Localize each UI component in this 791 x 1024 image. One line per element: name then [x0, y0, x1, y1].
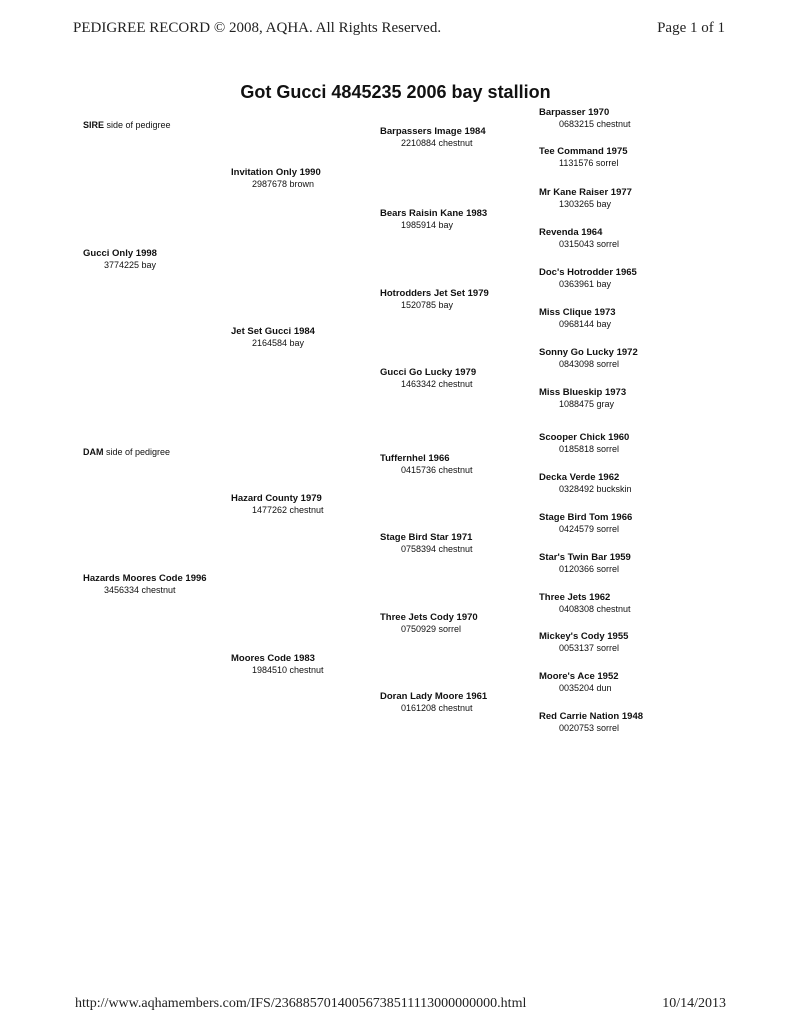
gen3-horse [380, 208, 487, 231]
dam-side-label [83, 447, 170, 457]
gen4-horse [539, 146, 628, 169]
gen4-horse [539, 631, 628, 654]
horse-registration: 0020753 sorrel [559, 723, 620, 733]
horse-name: Revenda 1964 [539, 227, 603, 238]
gen3-horse [380, 367, 476, 390]
horse-registration: 0328492 buckskin [559, 484, 632, 494]
horse-name: Bears Raisin Kane 1983 [380, 208, 488, 219]
horse-registration: 0315043 sorrel [559, 239, 620, 249]
horse-registration: 2164584 bay [252, 338, 305, 348]
gen4-horse [539, 472, 632, 495]
header-title: PEDIGREE RECORD © 2008, AQHA. All Rights Reserved. [73, 20, 442, 36]
horse-name: Hazards Moores Code 1996 [83, 573, 207, 584]
gen4-horse [539, 307, 616, 330]
horse-name: Sonny Go Lucky 1972 [539, 347, 638, 358]
horse-name: Moores Code 1983 [231, 653, 315, 664]
horse-registration: 0363961 bay [559, 279, 612, 289]
footer-date: 10/14/2013 [662, 996, 726, 1011]
horse-registration: 3774225 bay [104, 260, 157, 270]
horse-name: Miss Blueskip 1973 [539, 387, 627, 398]
horse-name: Moore's Ace 1952 [539, 671, 619, 682]
dam-side-rest: side of pedigree [103, 447, 171, 457]
gen4-horse [539, 347, 638, 370]
horse-name: Gucci Go Lucky 1979 [380, 367, 477, 378]
horse-name: Star's Twin Bar 1959 [539, 552, 631, 563]
horse-registration: 1520785 bay [401, 300, 454, 310]
horse-registration: 0408308 chestnut [559, 604, 631, 614]
horse-name: Mickey's Cody 1955 [539, 631, 629, 642]
horse-registration: 0758394 chestnut [401, 544, 473, 554]
gen4-horse [539, 671, 619, 694]
horse-name: Red Carrie Nation 1948 [539, 711, 644, 722]
horse-registration: 1477262 chestnut [252, 505, 324, 515]
horse-name: Tee Command 1975 [539, 146, 628, 157]
sires-dam [231, 326, 315, 349]
horse-registration: 3456334 chestnut [104, 585, 176, 595]
horse-name: Three Jets Cody 1970 [380, 612, 478, 623]
horse-registration: 0683215 chestnut [559, 119, 631, 129]
horse-name: Barpassers Image 1984 [380, 126, 486, 137]
gen4-horse [539, 187, 632, 210]
horse-registration: 0750929 sorrel [401, 624, 462, 634]
dams-dam [231, 653, 324, 676]
horse-name: Three Jets 1962 [539, 592, 611, 603]
gen3-horse [380, 691, 487, 714]
horse-registration: 1984510 chestnut [252, 665, 324, 675]
page-number: Page 1 of 1 [657, 20, 725, 36]
horse-name: Gucci Only 1998 [83, 248, 157, 259]
footer-url: http://www.aqhamembers.com/IFS/23688570140056738511113000000000.html [75, 996, 527, 1011]
horse-registration: 0415736 chestnut [401, 465, 473, 475]
gen3-horse [380, 612, 478, 635]
gen4-horse [539, 227, 619, 250]
gen3-horse [380, 126, 486, 149]
gen4-horse [539, 711, 643, 734]
horse-name: Doc's Hotrodder 1965 [539, 267, 637, 278]
horse-name: Scooper Chick 1960 [539, 432, 630, 443]
horse-registration: 1303265 bay [559, 199, 612, 209]
gen4-horse [539, 432, 629, 455]
horse-name: Stage Bird Star 1971 [380, 532, 473, 543]
horse-name: Hotrodders Jet Set 1979 [380, 288, 489, 299]
horse-registration: 0120366 sorrel [559, 564, 620, 574]
sires-sire [231, 167, 321, 190]
sire [83, 248, 157, 271]
gen3-horse [380, 532, 473, 555]
horse-registration: 0424579 sorrel [559, 524, 620, 534]
horse-name: Tuffernhel 1966 [380, 453, 450, 464]
horse-registration: 1985914 bay [401, 220, 454, 230]
pedigree-title: Got Gucci 4845235 2006 bay stallion [240, 82, 551, 102]
horse-name: Hazard County 1979 [231, 493, 322, 504]
horse-registration: 1463342 chestnut [401, 379, 473, 389]
horse-registration: 0161208 chestnut [401, 703, 473, 713]
dam-side-bold: DAM [83, 447, 104, 457]
gen4-horse [539, 267, 637, 290]
sire-side-label [83, 120, 171, 130]
horse-registration: 0035204 dun [559, 683, 612, 693]
horse-name: Mr Kane Raiser 1977 [539, 187, 632, 198]
horse-registration: 0053137 sorrel [559, 643, 620, 653]
horse-name: Barpasser 1970 [539, 107, 610, 118]
horse-name: Decka Verde 1962 [539, 472, 620, 483]
horse-registration: 1088475 gray [559, 399, 615, 409]
horse-registration: 0185818 sorrel [559, 444, 620, 454]
horse-name: Doran Lady Moore 1961 [380, 691, 488, 702]
horse-registration: 2987678 brown [252, 179, 315, 189]
horse-registration: 2210884 chestnut [401, 138, 473, 148]
dam [83, 573, 207, 596]
horse-name: Invitation Only 1990 [231, 167, 321, 178]
horse-name: Stage Bird Tom 1966 [539, 512, 633, 523]
horse-name: Miss Clique 1973 [539, 307, 616, 318]
sire-side-bold: SIRE [83, 120, 105, 130]
gen4-horse [539, 592, 631, 615]
horse-registration: 0843098 sorrel [559, 359, 620, 369]
sire-side-rest: side of pedigree [104, 120, 171, 130]
gen4-horse [539, 107, 631, 130]
dams-sire [231, 493, 324, 516]
horse-name: Jet Set Gucci 1984 [231, 326, 315, 337]
gen4-horse [539, 552, 631, 575]
gen4-horse [539, 387, 626, 410]
gen3-horse [380, 288, 489, 311]
gen3-horse [380, 453, 473, 476]
gen4-horse [539, 512, 632, 535]
horse-registration: 1131576 sorrel [559, 158, 619, 168]
horse-registration: 0968144 bay [559, 319, 612, 329]
